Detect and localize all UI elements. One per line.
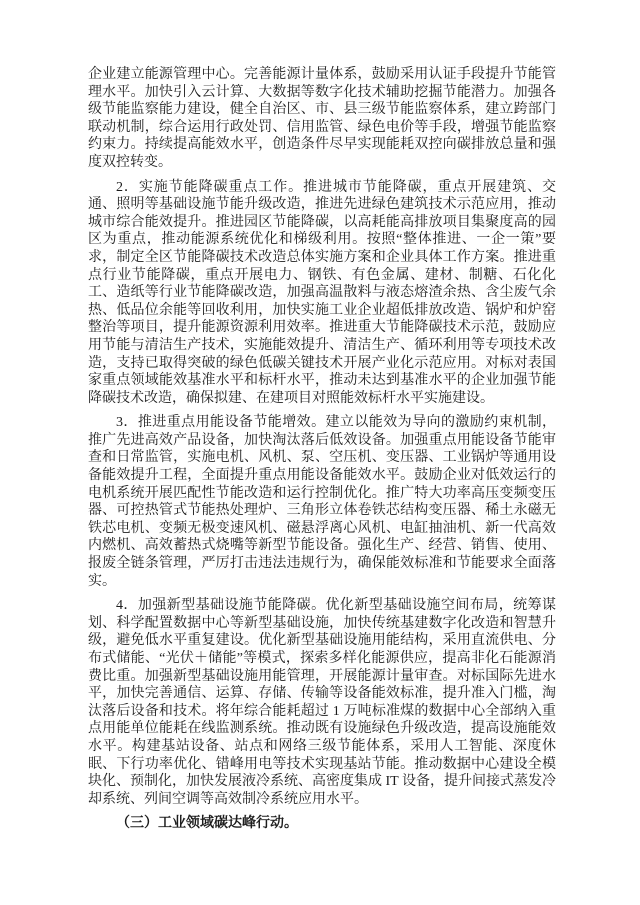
paragraph-item-4: 4．加强新型基础设施节能降碳。优化新型基础设施空间布局，统筹谋划、科学配置数据中心等新型基础设施，加快传统基建数字化改造和智慧升级，避免低水平重复建设。优化新型基础设施用能结构，采用直流供电、分布式储能、“光伏＋储能”等模式，探索多样化能源供应，提高非化石能源消费比重。加强新型基础设施用能管理，开展能源计量审查。对标国际先进水平，加快完善通信、运算、存储、传输等设备能效标准，提升准入门槛，淘汰落后设备和技术。将年综合能耗超过 1 万吨标准煤的数据中心全部纳入重点用能单位能耗在线监测系统。推动既有设施绿色升级改造，提高设施能效水平。构建基站设备、站点和网络三级节能体系，采用人工智能、深度休眠、下行功率优化、错峰用电等技术实现基站节能。推动数据中心建设全模块化、预制化，加快发展液冷系统、高密度集成 IT 设备，提升间接式蒸发冷却系统、列间空调等高效制冷系统应用水平。 bbox=[88, 598, 556, 807]
paragraph-continued: 企业建立能源管理中心。完善能源计量体系，鼓励采用认证手段提升节能管理水平。加快引入云计算、大数据等数字化技术辅助挖掘节能潜力。加强各级节能监察能力建设，健全自治区、市、县三级节能监察体系，建立跨部门联动机制，综合运用行政处罚、信用监管、绿色电价等手段，增强节能监察约束力。持续提高能效水平，创造条件尽早实现能耗双控向碳排放总量和强度双控转变。 bbox=[88, 67, 556, 170]
paragraph-item-2: 2．实施节能降碳重点工作。推进城市节能降碳，重点开展建筑、交通、照明等基础设施节能升级改造，推进先进绿色建筑技术示范应用，推动城市综合能效提升。推进园区节能降碳，以高耗能高排放项目集聚度高的园区为重点，推动能源系统优化和梯级利用。按照“整体推进、一企一策”要求，制定全区节能降碳技术改造总体实施方案和企业具体工作方案。推进重点行业节能降碳，重点开展电力、钢铁、有色金属、建材、制糖、石化化工、造纸等行业节能降碳改造，加强高温散料与液态熔渣余热、含尘废气余热、低品位余能等回收利用，加快实施工业企业超低排放改造、锅炉和炉窑整治等项目，提升能源资源利用效率。推进重大节能降碳技术示范，鼓励应用节能与清洁生产技术，实施能效提升、清洁生产、循环利用等专项技术改造，支持已取得突破的绿色低碳关键技术开展产业化示范应用。对标对表国家重点领域能效基准水平和标杆水平，推动未达到基准水平的企业加强节能降碳技术改造，确保拟建、在建项目对照能效标杆水平实施建设。 bbox=[88, 179, 556, 406]
paragraph-item-3: 3．推进重点用能设备节能增效。建立以能效为导向的激励约束机制，推广先进高效产品设备，加快淘汰落后低效设备。加强重点用能设备节能审查和日常监管，实施电机、风机、泵、空压机、变压器、工业锅炉等通用设备能效提升工程，全面提升重点用能设备能效水平。鼓励企业对低效运行的电机系统开展匹配性节能改造和运行控制优化。推广特大功率高压变频变压器、可控热管式节能热处理炉、三角形立体卷铁芯结构变压器、稀土永磁无铁芯电机、变频无极变速风机、磁悬浮离心风机、电缸抽油机、新一代高效内燃机、高效蓄热式烧嘴等新型节能设备。强化生产、经营、销售、使用、报废全链条管理，严厉打击违法违规行为，确保能效标准和节能要求全面落实。 bbox=[88, 415, 556, 589]
section-heading: （三）工业领域碳达峰行动。 bbox=[116, 816, 298, 832]
